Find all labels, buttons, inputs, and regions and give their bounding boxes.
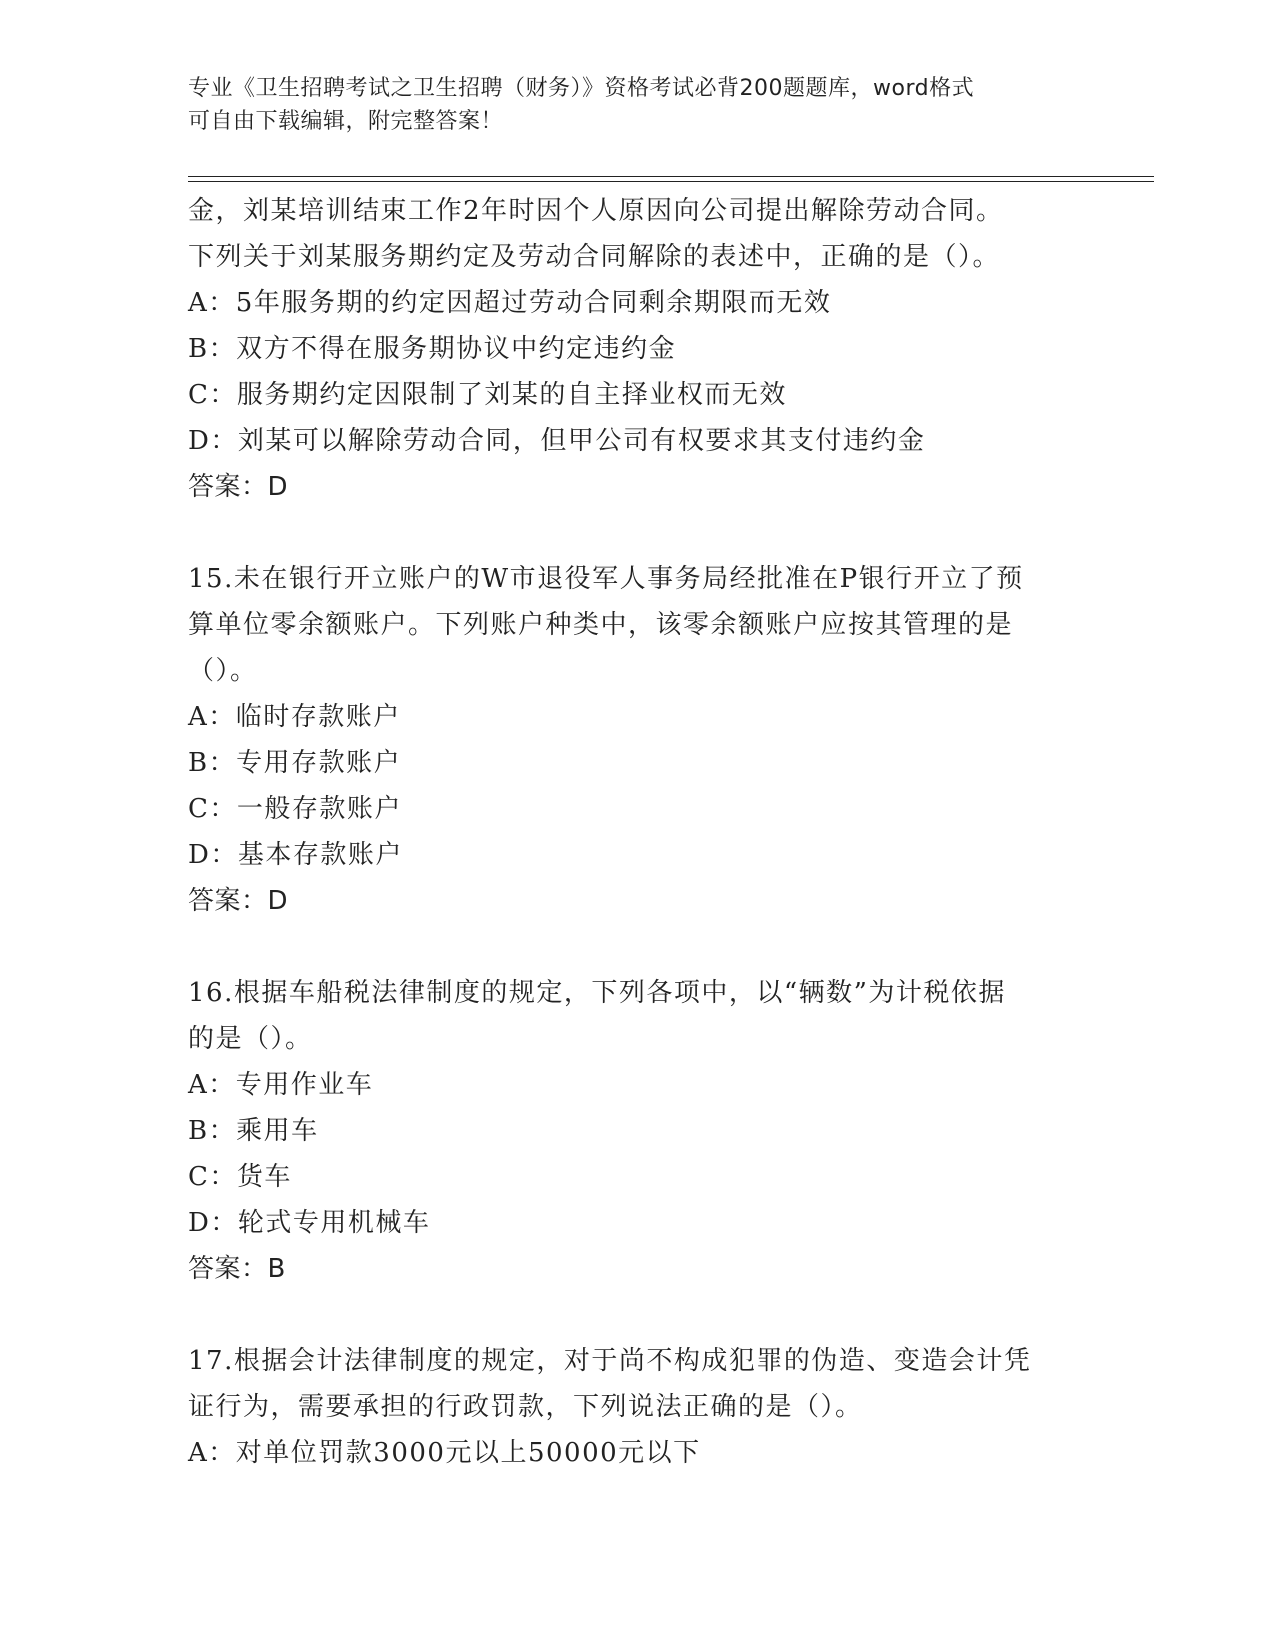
- option-c: C：服务期约定因限制了刘某的自主择业权而无效: [188, 380, 787, 410]
- answer-line: 答案：B: [188, 1254, 286, 1284]
- header-line-2: 可自由下载编辑，附完整答案！: [188, 109, 504, 134]
- question-text-line: 金，刘某培训结束工作2年时因个人原因向公司提出解除劳动合同。: [188, 196, 1004, 226]
- header-line-1: 专业《卫生招聘考试之卫生招聘（财务）》资格考试必背200题题库，word格式: [188, 76, 975, 101]
- question-text-line: 16.根据车船税法律制度的规定，下列各项中，以“辆数”为计税依据: [188, 978, 1006, 1008]
- question-spacer: [188, 510, 1088, 556]
- question-text-line: （）。: [188, 656, 258, 686]
- option-d: D：轮式专用机械车: [188, 1208, 431, 1238]
- option-a: A：专用作业车: [188, 1070, 374, 1100]
- option-d: D：刘某可以解除劳动合同，但甲公司有权要求其支付违约金: [188, 426, 926, 456]
- question-text-line: 算单位零余额账户。下列账户种类中，该零余额账户应按其管理的是: [188, 610, 1014, 640]
- answer-line: 答案：D: [188, 472, 289, 502]
- question-text-line: 证行为，需要承担的行政罚款，下列说法正确的是（）。: [188, 1392, 863, 1422]
- option-b: B：专用存款账户: [188, 748, 402, 778]
- header-divider-bottom: [188, 181, 1154, 182]
- option-c: C：货车: [188, 1162, 292, 1192]
- option-d: D：基本存款账户: [188, 840, 403, 870]
- question-text-line: 下列关于刘某服务期约定及劳动合同解除的表述中，正确的是（）。: [188, 242, 1001, 272]
- question-spacer: [188, 1292, 1088, 1338]
- question-14-continuation: [188, 188, 1088, 510]
- question-text-line: 的是（）。: [188, 1024, 313, 1054]
- option-b: B：乘用车: [188, 1116, 319, 1146]
- question-text-line: 17.根据会计法律制度的规定，对于尚不构成犯罪的伪造、变造会计凭: [188, 1346, 1032, 1376]
- question-spacer: [188, 924, 1088, 970]
- question-16: [188, 970, 1088, 1292]
- option-a: A：5年服务期的约定因超过劳动合同剩余期限而无效: [188, 288, 832, 318]
- option-b: B：双方不得在服务期协议中约定违约金: [188, 334, 677, 364]
- answer-line: 答案：D: [188, 886, 289, 916]
- document-header: [188, 72, 1088, 138]
- question-text-line: 15.未在银行开立账户的W市退役军人事务局经批准在P银行开立了预: [188, 564, 1024, 594]
- question-15: [188, 556, 1088, 924]
- option-c: C：一般存款账户: [188, 794, 402, 824]
- header-divider-top: [188, 176, 1154, 177]
- option-a: A：对单位罚款3000元以上50000元以下: [188, 1438, 701, 1468]
- option-a: A：临时存款账户: [188, 702, 401, 732]
- document-body: [188, 188, 1088, 1476]
- question-17: [188, 1338, 1088, 1476]
